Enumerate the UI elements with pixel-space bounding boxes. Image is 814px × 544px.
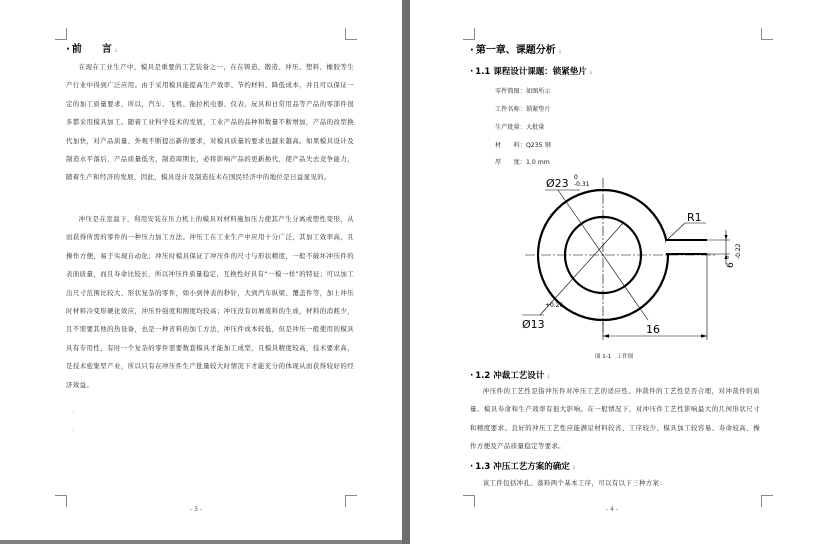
section-heading-1-3: · 1.3 冲压工艺方案的确定 ↓	[470, 460, 576, 472]
crop-mark	[55, 495, 67, 507]
preface-heading: · 前 言 ↓	[66, 40, 118, 55]
empty-paragraph-mark: .	[72, 426, 74, 433]
section-heading-1-2: · 1.2 冲裁工艺设计 ↓	[470, 369, 550, 381]
dim-length: 16	[646, 323, 660, 336]
dim-outer-tol-lower: -0.31	[574, 181, 590, 188]
document-page-left	[0, 0, 402, 540]
document-page-right	[410, 0, 814, 544]
crop-mark	[55, 28, 67, 40]
crop-mark	[463, 28, 475, 40]
crop-mark	[463, 495, 475, 507]
field-part-name: 工件名称：锁紧垫片	[495, 106, 551, 113]
paragraph-1-3: 该工件包括冲孔、落料两个基本工序，可以有以下三种方案：	[482, 479, 667, 487]
part-drawing	[500, 168, 750, 346]
crop-mark	[345, 28, 357, 40]
section-heading-1-1: · 1.1 课程设计课题：锁紧垫片 ↓	[470, 65, 593, 77]
dim-slot-tol-lower: -0.22	[735, 243, 742, 259]
tab-notch	[666, 240, 707, 254]
preface-paragraph-2: 冲压是在室温下，利用安装在压力机上的模具对材料施加压力使其产生分离或塑性变形，从而获得所需的零件的一种压力加工方法。冲压工在工业生产中应用十分广泛，其加工效率高，且操作方便，易于实现自动化；冲压时模具保证了冲压件的尺寸与形状精度，一般不破坏冲压件的表面质量，而且寿命比较长，所以冲压件质量稳定，互换性好具有“一模一样”的特征；可以加工出尺寸范围比较大、形状复杂的零件，如小到钟表的秒针，大到汽车纵梁、覆盖件等，加上冲压时材料冷变形硬化效应，冲压件强度和刚度均较高；冲压没有切屑废料的生成，材料的消耗少，且不需要其他的热设备，也是一种省料的加工方法，冲压件成本较低，但是冲压一般使用的模具具有专用性，有时一个复杂的零件需要数套模具才能加工成型，且模具精度较高，技术要求高，是技术密集型产业，所以只有在冲压件生产批量较大时情况下才能充分的体现从而获得较好的经济效益。	[66, 215, 354, 389]
field-material: 材 料：Q235 钢	[495, 142, 551, 149]
field-thickness: 厚 度：1.0 mm	[495, 159, 550, 166]
crop-mark	[761, 28, 773, 40]
empty-paragraph-mark: .	[72, 408, 74, 415]
page-number: - 3 -	[190, 506, 202, 513]
page-number: - 4 -	[606, 506, 618, 513]
chapter-heading: · 第一章、课题分析 ↓	[470, 41, 562, 56]
dim-outer-diameter: Ø23	[546, 177, 569, 190]
dim-outer-tol-upper: 0	[574, 174, 578, 181]
field-drawing: 零件简图：如图所示	[495, 88, 551, 95]
figure-caption: 图 1-1 工件图	[595, 354, 634, 360]
crop-mark	[761, 495, 773, 507]
dim-inner-tol: +0.26	[545, 302, 564, 309]
field-batch: 生产批量：大批量	[495, 124, 545, 131]
crop-mark	[345, 495, 357, 507]
dim-slot-tol-upper: 0	[725, 255, 731, 259]
dim-slot-width: 6	[726, 262, 736, 268]
page-gap	[402, 0, 410, 544]
dim-inner-diameter: Ø13	[522, 318, 545, 331]
dim-radius: R1	[687, 211, 702, 224]
paragraph-1-2: 冲压件的工艺性是指冲压件对冲压工艺的适应性。冲裁件的工艺性是否合理，对冲裁件的质量、模具寿命和生产效率有很大影响。在一般情况下，对冲压件工艺性影响最大的几何形状尺寸和精度要求。良好的冲压工艺性应能满足材料较省、工序较少、模具加工较容易、寿命较高、操作方便及产品质量稳定等要求。	[470, 387, 760, 451]
preface-paragraph-1: 在现在工业生产中，模具是重要的工艺装备之一，在在铸造、锻造、冲压、塑料、橡胶等生产行业中得到广泛应用。由于采用模具能提高生产效率、节约材料、降低成本，并且可以保证一定的加工质量要求，所以，汽车、飞机、拖拉机电器、仪表、玩具和日常用品等产品的零部件很多都采用模具加工。随着工业科学技术的发展，工业产品的品种和数量不断增加，产品的改型换代加快，对产品质量、外观不断提出新的要求，对模具质量的要求也越来越高。如果模具设计及制造水平落后，产品质量低劣，制造周期长，必将影响产品的更新换代，使产品失去竞争能力，随着生产和经济的发展，因此，模具设计及制造技术在国民经济中的地位是日益显见的。	[66, 63, 354, 182]
